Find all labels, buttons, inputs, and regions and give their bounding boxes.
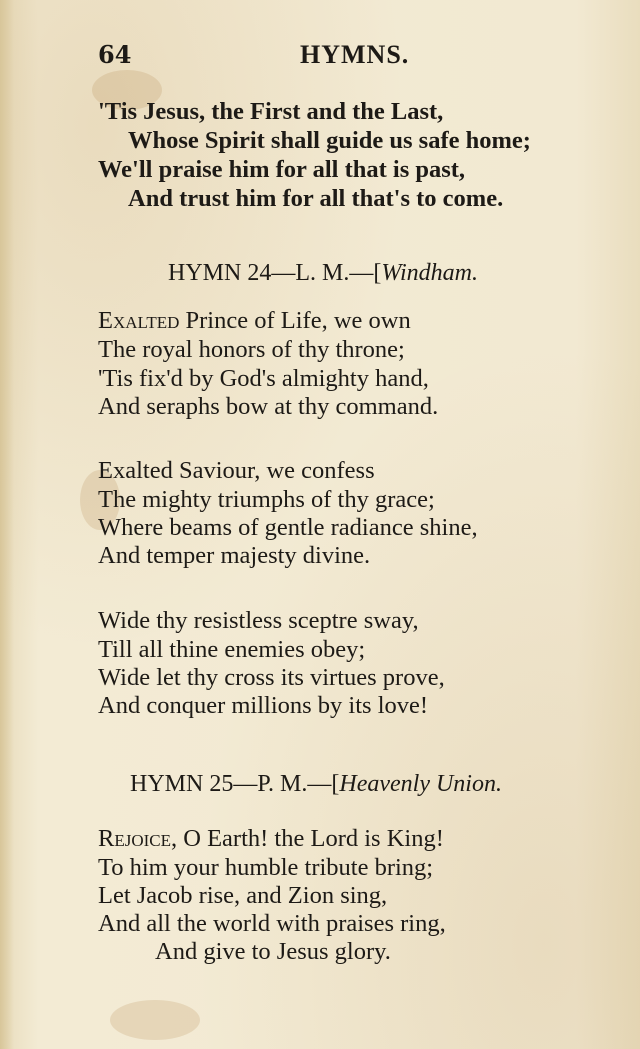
- verse-line: To him your humble tribute bring;: [98, 854, 434, 881]
- initial-word: Exalted: [98, 307, 180, 334]
- verse-text: , O Earth! the Lord is King!: [171, 825, 444, 852]
- verse-line: And give to Jesus glory.: [155, 938, 391, 965]
- verse-line: 'Tis fix'd by God's almighty hand,: [98, 365, 429, 392]
- verse-line: The royal honors of thy throne;: [98, 336, 405, 363]
- verse-line: And conquer millions by its love!: [98, 692, 429, 719]
- running-head: [98, 40, 600, 80]
- verse-line: Where beams of gentle radiance shine,: [98, 514, 478, 541]
- verse-line: Exalted Saviour, we confess: [98, 457, 375, 484]
- paper-stain: [110, 1000, 200, 1040]
- tune-name: Heavenly Union.: [339, 771, 502, 797]
- hymn-number: HYMN 25—P. M.—[: [130, 771, 340, 797]
- verse-line: And trust him for all that's to come.: [128, 185, 504, 212]
- verse-line: Wide let thy cross its virtues prove,: [98, 664, 445, 691]
- hymn-number: HYMN 24—L. M.—[: [168, 260, 382, 286]
- verse-line: Till all thine enemies obey;: [98, 636, 366, 663]
- verse-line: Wide thy resistless sceptre sway,: [98, 607, 419, 634]
- hymn-heading: [168, 260, 478, 287]
- page-gutter: [0, 0, 14, 1049]
- verse-line: Let Jacob rise, and Zion sing,: [98, 882, 388, 909]
- page-number: 64: [98, 40, 132, 69]
- verse-line: [98, 307, 411, 335]
- verse-line: 'Tis Jesus, the First and the Last,: [98, 98, 444, 125]
- verse-line: And all the world with praises ring,: [98, 910, 446, 937]
- verse-text: Prince of Life, we own: [179, 307, 411, 334]
- verse-line: And temper majesty divine.: [98, 542, 371, 569]
- verse-line: And seraphs bow at thy command.: [98, 393, 439, 420]
- running-title: HYMNS.: [300, 40, 410, 69]
- initial-word: Rejoice: [98, 825, 172, 852]
- verse-line: Whose Spirit shall guide us safe home;: [128, 127, 531, 154]
- hymn-heading: [130, 771, 502, 798]
- tune-name: Windham.: [381, 260, 478, 286]
- verse-line: The mighty triumphs of thy grace;: [98, 486, 435, 513]
- verse-line: We'll praise him for all that is past,: [98, 156, 466, 183]
- verse-line: [98, 825, 444, 853]
